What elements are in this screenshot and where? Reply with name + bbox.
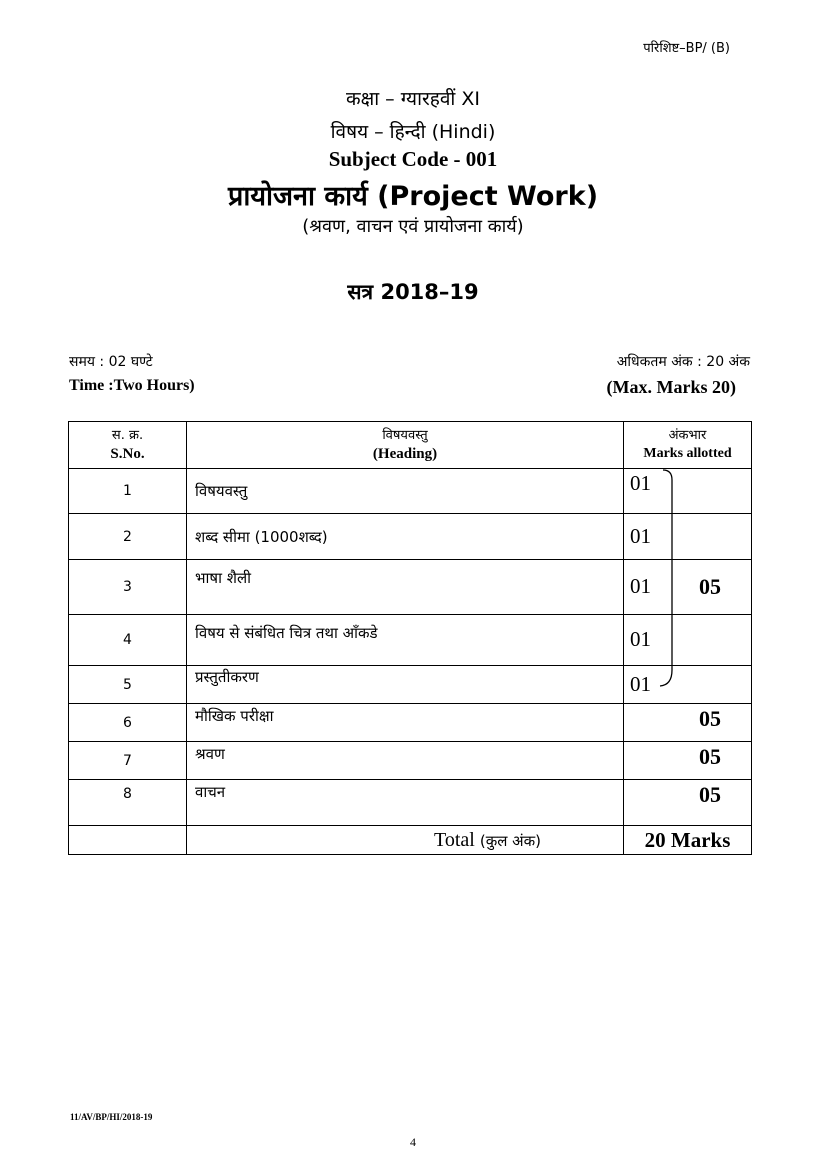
group-total-marks: 05 bbox=[699, 574, 721, 599]
row-heading: प्रस्तुतीकरण bbox=[187, 666, 624, 704]
row-sno: 4 bbox=[69, 615, 187, 666]
annexure-label: परिशिष्ट–BP/ (B) bbox=[643, 41, 730, 56]
brace-path bbox=[660, 470, 672, 686]
max-marks-hindi: अधिकतम अंक : 20 अंक bbox=[616, 354, 750, 370]
row-heading: शब्द सीमा (1000शब्द) bbox=[187, 514, 624, 560]
class-line: कक्षा – ग्यारहवीं XI bbox=[346, 88, 480, 110]
time-english: Time :Two Hours) bbox=[69, 377, 195, 394]
row-heading: वाचन bbox=[187, 780, 624, 826]
sub-mark: 01 bbox=[630, 627, 651, 651]
row-sno: 8 bbox=[69, 780, 187, 826]
row-sno: 7 bbox=[69, 742, 187, 780]
project-title: प्रायोजना कार्य (Project Work) bbox=[227, 181, 599, 212]
row-sno: 6 bbox=[69, 704, 187, 742]
row-marks-value: 05 bbox=[699, 782, 721, 807]
subject-line: विषय – हिन्दी (Hindi) bbox=[330, 121, 496, 143]
row-heading: विषयवस्तु bbox=[187, 469, 624, 514]
total-label-hi: (कुल अंक) bbox=[479, 831, 541, 850]
header-marks-en: Marks allotted bbox=[643, 446, 732, 461]
header-marks-hi: अंकभार bbox=[668, 428, 707, 443]
row-marks-value: 05 bbox=[699, 706, 721, 731]
footer-code: 11/AV/BP/HI/2018-19 bbox=[70, 1112, 153, 1122]
row-marks-value: 05 bbox=[699, 744, 721, 769]
session-title: सत्र 2018–19 bbox=[347, 280, 479, 304]
header-heading-hi: विषयवस्तु bbox=[382, 428, 428, 443]
sub-mark: 01 bbox=[630, 672, 651, 696]
sub-mark: 01 bbox=[630, 471, 651, 495]
time-hindi: समय : 02 घण्टे bbox=[69, 354, 153, 370]
row-sno: 5 bbox=[69, 666, 187, 704]
row-heading: मौखिक परीक्षा bbox=[187, 704, 624, 742]
header-heading-en: (Heading) bbox=[372, 446, 438, 462]
max-marks-english: (Max. Marks 20) bbox=[606, 377, 736, 397]
sub-mark: 01 bbox=[630, 524, 651, 548]
row-sno: 3 bbox=[69, 560, 187, 615]
row-sno: 2 bbox=[69, 514, 187, 560]
sub-mark: 01 bbox=[630, 574, 651, 598]
subject-code: Subject Code - 001 bbox=[328, 147, 498, 171]
project-subtitle: (श्रवण, वाचन एवं प्रायोजना कार्य) bbox=[302, 216, 524, 237]
header-sno-en: S.No. bbox=[110, 446, 145, 462]
page-number: 4 bbox=[410, 1135, 416, 1149]
row-sno: 1 bbox=[69, 469, 187, 514]
header-sno-hi: स. क्र. bbox=[111, 428, 144, 443]
row-heading: भाषा शैली bbox=[187, 560, 624, 615]
row-heading: श्रवण bbox=[187, 742, 624, 780]
total-marks: 20 Marks bbox=[624, 826, 752, 855]
row-heading: विषय से संबंधित चित्र तथा आँकडे bbox=[187, 615, 624, 666]
total-label-en: Total bbox=[434, 828, 475, 851]
